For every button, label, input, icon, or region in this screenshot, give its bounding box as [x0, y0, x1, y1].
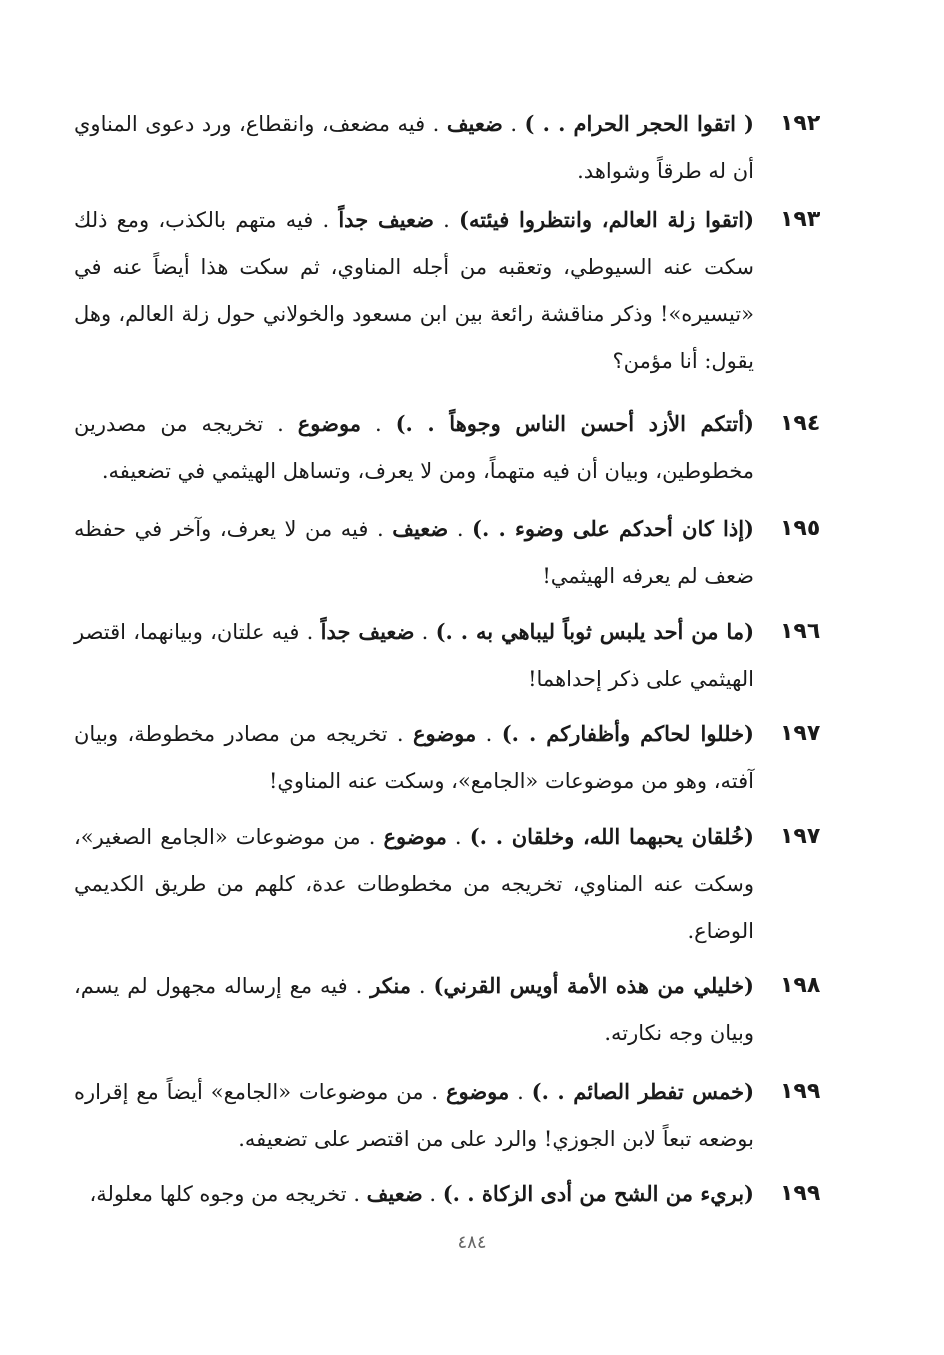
entry: (أتتكم الأزد أحسن الناس وجوهاً . .) . موضوع . تخريجه من مصدرين مخطوطين، وبيان أن فيه متهماً، ومن لا يعرف، وتساهل الهيثمي في تضعيفه. [74, 411, 754, 483]
entry-number: ١٩٩ [780, 1079, 821, 1104]
entry-text: فيه متهم بالكذب، ومع ذلك سكت عنه السيوطي، وتعقبه من أجله المناوي، ثم سكت هذا أيضاً عنه في «تيسيره»! وذكر مناقشة رائعة بين ابن مسعود والخولاني حول زلة العالم، وهل يقول: أنا مؤمن؟ [74, 208, 754, 373]
page-number: ٤٨٤ [457, 1232, 487, 1253]
entry: ( اتقوا الحجر الحرام . . ) . ضعيف . فيه مضعف، وانقطاع، ورد دعوى المناوي أن له طرقاً وشواهد. [74, 111, 754, 183]
entry-text: تخريجه من وجوه كلها معلولة، [89, 1182, 347, 1206]
entry-number: ١٩٥ [780, 516, 821, 541]
hadith-grade: ضعيف [446, 111, 503, 136]
entry-text: فيه من لا يعرف، وآخر في حفظه ضعف لم يعرفه الهيثمي! [74, 517, 754, 588]
hadith-title: (خُلقان يحبهما الله، وخلقان . .) [469, 824, 754, 849]
entry: (إذا كان أحدكم على وضوء . .) . ضعيف . فيه من لا يعرف، وآخر في حفظه ضعف لم يعرفه الهيثمي! [74, 516, 754, 588]
hadith-grade: موضوع [297, 411, 362, 436]
hadith-title: (خمس تفطر الصائم . .) [531, 1079, 755, 1104]
entry-text: تخريجه من مصدرين مخطوطين، وبيان أن فيه متهماً، ومن لا يعرف، وتساهل الهيثمي في تضعيفه. [74, 412, 754, 483]
entry-number: ١٩٩ [780, 1181, 821, 1206]
hadith-title: (خليلي من هذه الأمة أويس القرني) [433, 973, 754, 998]
hadith-title: (أتتكم الأزد أحسن الناس وجوهاً . .) [395, 411, 754, 436]
hadith-grade: موضوع [383, 824, 447, 849]
hadith-grade: ضعيف جداً [338, 207, 435, 232]
entry-number: ١٩٧ [780, 721, 821, 746]
entry: (ما من أحد يلبس ثوباً ليباهي به . .) . ضعيف جداً . فيه علتان، وبيانهما، اقتصر الهيثمي على ذكر إحداهما! [74, 619, 755, 691]
entry: (بريء من الشح من أدى الزكاة . .) . ضعيف . تخريجه من وجوه كلها معلولة، [89, 1181, 754, 1206]
entry-number: ١٩٦ [780, 619, 821, 644]
entry: (خُلقان يحبهما الله، وخلقان . .) . موضوع . من موضوعات «الجامع الصغير»، وسكت عنه المناوي، تخريجه من مخطوطات عدة، كلهم من طريق الكديمي الوضاع. [74, 824, 754, 943]
hadith-grade: ضعيف [392, 516, 449, 541]
hadith-grade: ضعيف جداً [320, 619, 415, 644]
hadith-title: (ما من أحد يلبس ثوباً ليباهي به . .) [435, 619, 755, 644]
hadith-title: (إذا كان أحدكم على وضوء . .) [472, 516, 754, 541]
hadith-title: (بريء من الشح من أدى الزكاة . .) [442, 1181, 754, 1206]
hadith-grade: موضوع [412, 721, 477, 746]
hadith-grade: ضعيف [366, 1181, 423, 1206]
entry-text: فيه علتان، وبيانهما، اقتصر الهيثمي على ذكر إحداهما! [74, 620, 754, 691]
entry-number: ١٩٤ [780, 411, 821, 436]
entry-number: ١٩٣ [780, 207, 821, 232]
entry-number: ١٩٢ [780, 111, 821, 136]
hadith-title: ( اتقوا الحجر الحرام . . ) [524, 111, 754, 136]
entry: (خليلي من هذه الأمة أويس القرني) . منكر . فيه مع إرساله مجهول لم يسم، وبيان وجه نكارته. [74, 973, 754, 1045]
hadith-grade: منكر [370, 973, 411, 998]
hadith-grade: موضوع [445, 1079, 510, 1104]
entry: (خمس تفطر الصائم . .) . موضوع . من موضوعات «الجامع» أيضاً مع إقراره بوضعه تبعاً لابن الجوزي! والرد على من اقتصر على تضعيفه. [74, 1079, 755, 1151]
hadith-title: (خللوا لحاكم وأظفاركم . .) [501, 721, 754, 746]
entry-number: ١٩٨ [780, 973, 821, 998]
entry-text: تخريجه من مصادر مخطوطة، وبيان آفته، وهو من موضوعات «الجامع»، وسكت عنه المناوي! [74, 722, 754, 793]
entry-text: من موضوعات «الجامع» أيضاً مع إقراره بوضعه تبعاً لابن الجوزي! والرد على من اقتصر على تضعيفه. [74, 1080, 754, 1151]
entry: (خللوا لحاكم وأظفاركم . .) . موضوع . تخريجه من مصادر مخطوطة، وبيان آفته، وهو من موضوعات «الجامع»، وسكت عنه المناوي! [74, 721, 754, 793]
entry-text: من موضوعات «الجامع الصغير»، وسكت عنه المناوي، تخريجه من مخطوطات عدة، كلهم من طريق الكديمي الوضاع. [74, 825, 754, 943]
hadith-title: (اتقوا زلة العالم، وانتظروا فيئته) [459, 207, 755, 232]
entry-text: فيه مضعف، وانقطاع، ورد دعوى المناوي أن له طرقاً وشواهد. [74, 112, 754, 183]
entry-number: ١٩٧ [780, 824, 821, 849]
entry-text: فيه مع إرساله مجهول لم يسم، وبيان وجه نكارته. [74, 974, 754, 1045]
entry: (اتقوا زلة العالم، وانتظروا فيئته) . ضعيف جداً . فيه متهم بالكذب، ومع ذلك سكت عنه السيوطي، وتعقبه من أجله المناوي، ثم سكت هذا أيضاً عنه في «تيسيره»! وذكر مناقشة رائعة بين ابن مسعود والخولاني حول زلة العالم، وهل يقول: أنا مؤمن؟ [74, 207, 755, 373]
